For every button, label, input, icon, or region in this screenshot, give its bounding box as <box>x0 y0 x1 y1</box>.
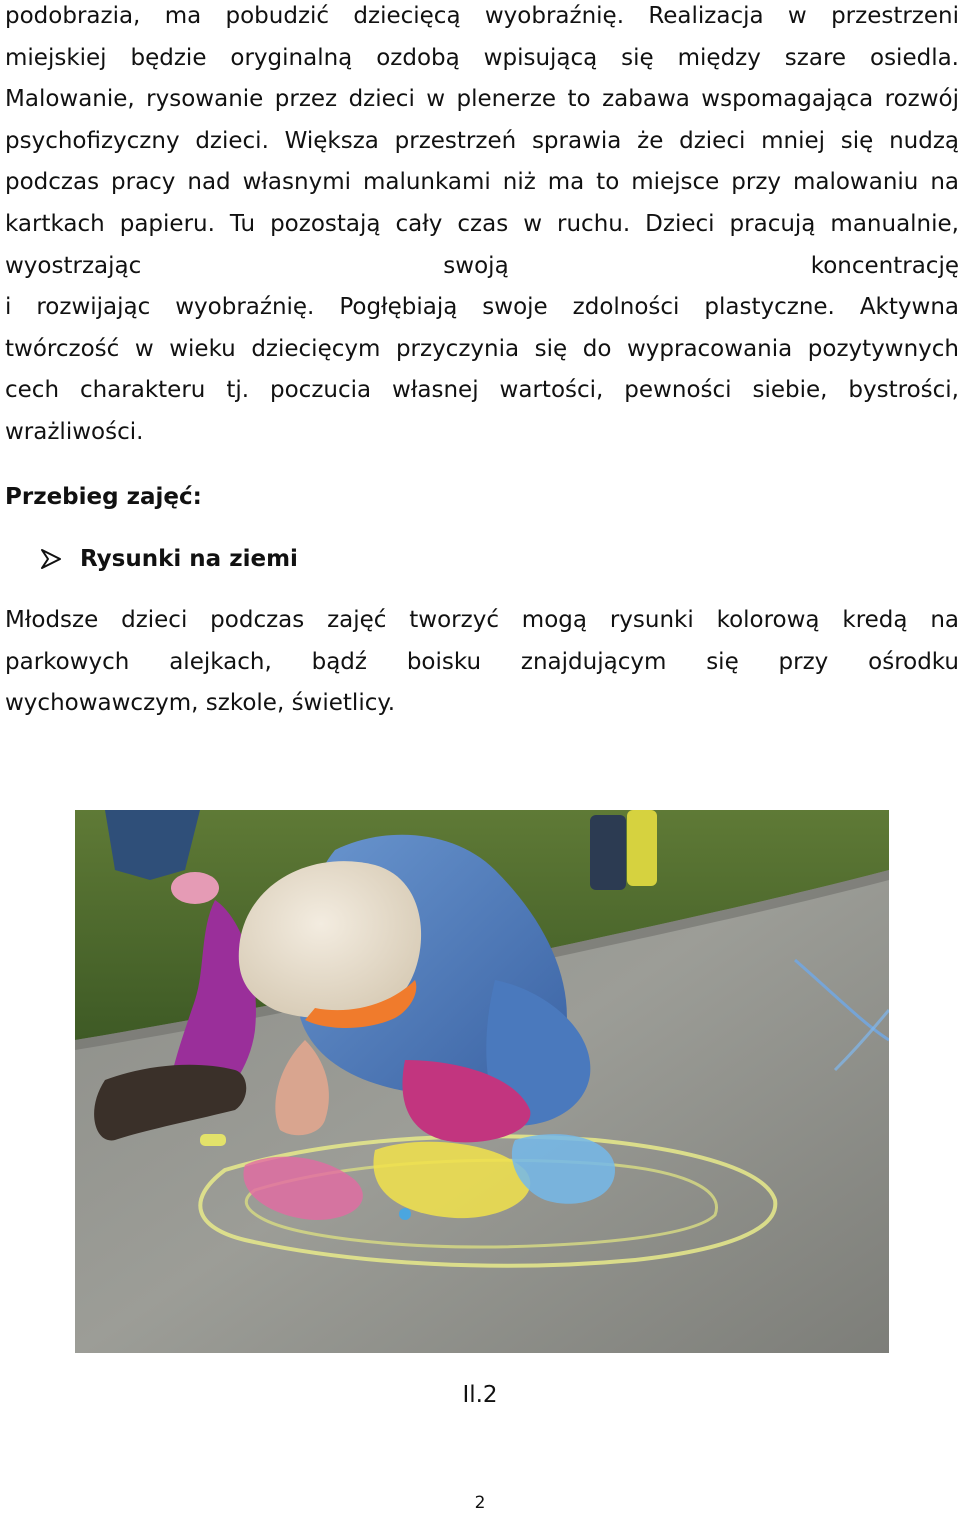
text-line: wrażliwości. <box>5 418 144 445</box>
arrowhead-bullet-icon <box>40 548 62 570</box>
text-line: twórczość w wieku dziecięcym przyczynia się do wypracowania pozytywnych <box>5 335 959 362</box>
paragraph-intro <box>5 0 959 454</box>
text-line: Młodsze dzieci podczas zajęć tworzyć mogą rysunki kolorową kredą na <box>5 607 959 633</box>
bullet-label: Rysunki na ziemi <box>80 546 298 572</box>
paragraph-activity <box>5 600 959 725</box>
text-line: wychowawczym, szkole, świetlicy. <box>5 690 396 717</box>
text-line: i rozwijając wyobraźnię. Pogłębiają swoje zdolności plastyczne. Aktywna <box>5 294 959 321</box>
text-line: parkowych alejkach, bądź boisku znajdującym się przy ośrodku <box>5 648 959 675</box>
text-line: miejskiej będzie oryginalną ozdobą wpisującą się między szare osiedla. <box>5 44 959 71</box>
page-number: 2 <box>474 1493 486 1513</box>
text-line: wyostrzając swoją koncentrację <box>5 252 959 279</box>
text-line: podczas pracy nad własnymi malunkami niż ma to miejsce przy malowaniu na <box>5 169 959 196</box>
photo-illustration <box>75 810 889 1353</box>
text-line: psychofizyczny dzieci. Większa przestrzeń sprawia że dzieci mniej się nudzą <box>5 127 959 154</box>
figure-caption: Il.2 <box>462 1382 498 1408</box>
text-line: kartkach papieru. Tu pozostają cały czas w ruchu. Dzieci pracują manualnie, <box>5 210 959 237</box>
text-line: Malowanie, rysowanie przez dzieci w plenerze to zabawa wspomagająca rozwój <box>5 86 959 113</box>
section-heading: Przebieg zajęć: <box>5 484 202 510</box>
text-line: cech charakteru tj. poczucia własnej wartości, pewności siebie, bystrości, <box>5 377 959 404</box>
child-drawing-chalk-photo <box>75 810 889 1353</box>
bullet-item <box>40 542 298 576</box>
text-line: podobrazia, ma pobudzić dziecięcą wyobraźnię. Realizacja w przestrzeni <box>5 3 959 29</box>
